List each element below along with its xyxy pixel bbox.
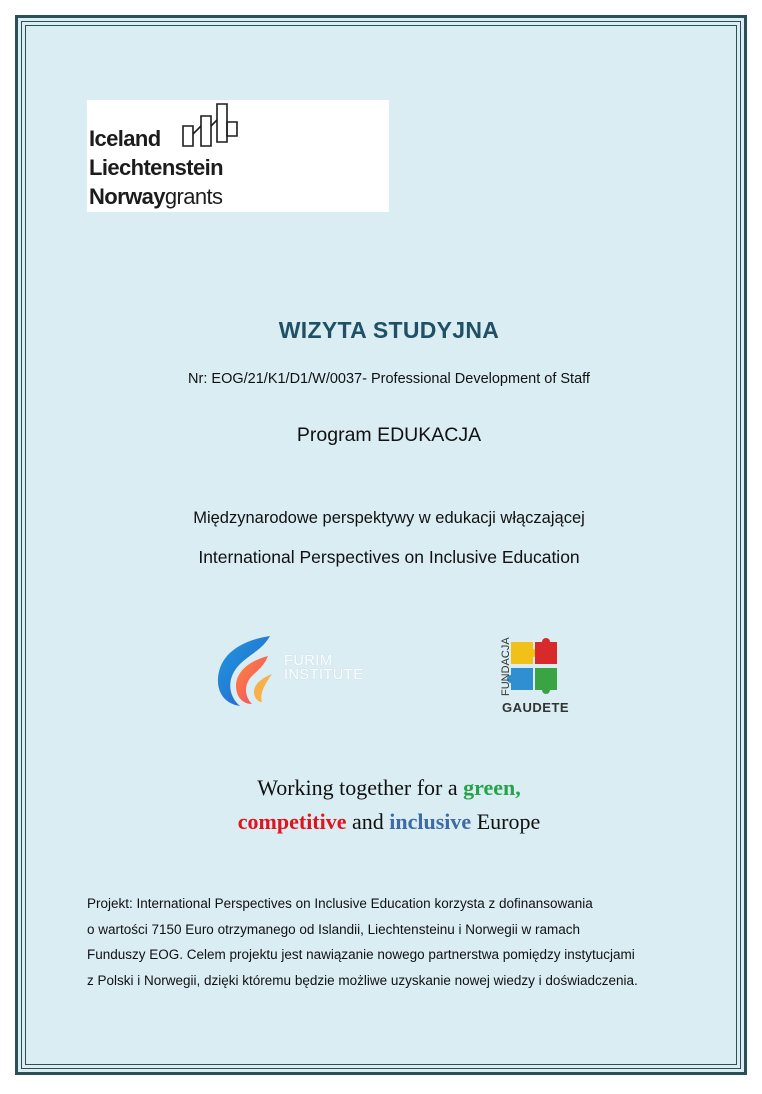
furim-line2: INSTITUTE: [284, 667, 364, 683]
logo-grants: grants: [164, 184, 223, 209]
slogan-competitive: competitive: [237, 809, 347, 834]
slogan-part1: Working together for a: [257, 775, 464, 800]
logo-norway-grants: [89, 182, 223, 211]
slogan-line2: [26, 805, 752, 839]
gaudete-fundacja-label: FUNDACJA: [500, 637, 512, 696]
gaudete-name-label: GAUDETE: [502, 700, 570, 715]
description-line: z Polski i Norwegii, dzięki któremu będzie możliwe uzyskanie nowej wiedzy i doświadczenia.: [87, 972, 638, 988]
slogan-inclusive: inclusive: [389, 809, 472, 834]
project-description: [87, 891, 727, 993]
furim-flame-icon: [214, 634, 276, 708]
slogan-line1: [26, 771, 752, 805]
logo-norway: Norway: [89, 184, 165, 209]
slogan-green: green,: [463, 775, 521, 800]
furim-institute-wordmark: [284, 654, 363, 682]
logo-liechtenstein: Liechtenstein: [89, 155, 224, 180]
project-title-english: International Perspectives on Inclusive Education: [198, 547, 580, 567]
project-title-polish: Międzynarodowe perspektywy w edukacji włączającej: [193, 509, 585, 527]
inner-border: [25, 25, 737, 1065]
description-line: Funduszy EOG. Celem projektu jest nawiązanie nowego partnerstwa pomiędzy instytucjami: [87, 947, 635, 962]
logo-iceland: Iceland: [89, 126, 161, 151]
program-name: Program EDUKACJA: [296, 424, 482, 446]
eea-grants-logo: [87, 100, 389, 212]
slogan-part2: and: [346, 809, 390, 834]
furim-line1: FURIM: [284, 653, 333, 669]
document-page: [15, 15, 747, 1075]
description-line: o wartości 7150 Euro otrzymanego od Islandii, Liechtensteinu i Norwegii w ramach: [87, 921, 581, 937]
double-border: [21, 21, 741, 1069]
slogan-part3: Europe: [471, 809, 541, 834]
description-line: Projekt: International Perspectives on Inclusive Education korzysta z dofinansowania: [87, 896, 593, 911]
reference-number: Nr: EOG/21/K1/D1/W/0037- Professional Development of Staff: [188, 371, 590, 387]
eea-bars-icon: [182, 102, 246, 150]
page-title: WIZYTA STUDYJNA: [278, 317, 500, 343]
